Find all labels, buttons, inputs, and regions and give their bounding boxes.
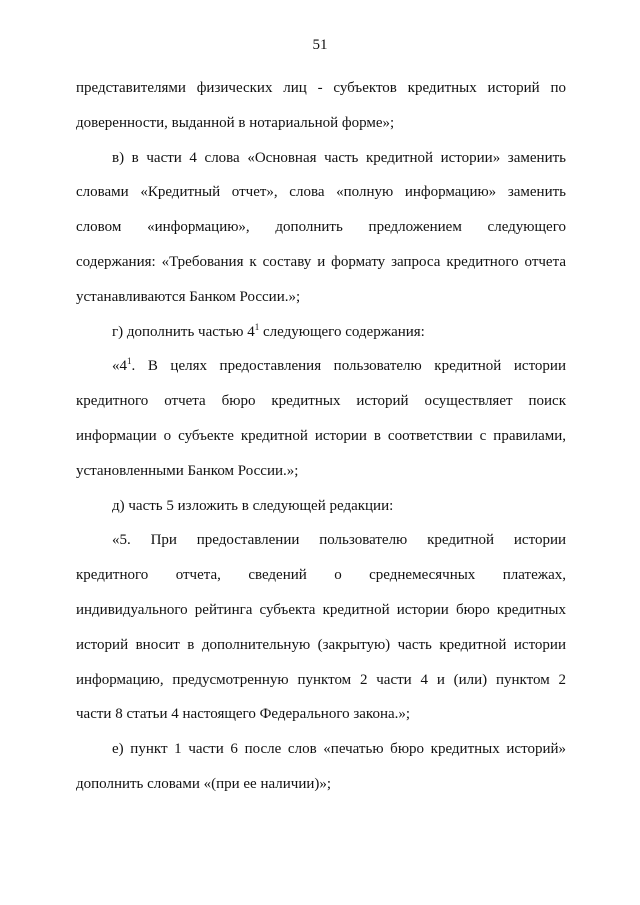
text-line: содержания: «Требования к составу и формату запроса кредитного отчета bbox=[76, 253, 566, 270]
line-text-after: следующего содержания: bbox=[259, 323, 425, 340]
text-line: представителями физических лиц - субъектов кредитных историй по bbox=[76, 80, 566, 96]
line-text-before: г) дополнить частью 4 bbox=[112, 323, 255, 340]
text-line: словом «информацию», дополнить предложением следующего bbox=[76, 219, 566, 236]
text-line: информацию, предусмотренную пунктом 2 части 4 и (или) пунктом 2 bbox=[76, 671, 566, 688]
text-line bbox=[76, 315, 566, 350]
page-number: 51 bbox=[312, 37, 328, 53]
superscript: 1 bbox=[254, 321, 260, 332]
text-line: установленными Банком России.»; bbox=[76, 462, 299, 479]
text-line: дополнить словами «(при ее наличии)»; bbox=[76, 775, 332, 792]
text-line: в) в части 4 слова «Основная часть кредитной истории» заменить bbox=[112, 149, 566, 166]
text-line: д) часть 5 изложить в следующей редакции: bbox=[112, 497, 394, 514]
text-line: е) пункт 1 части 6 после слов «печатью бюро кредитных историй» bbox=[112, 741, 566, 758]
text-line bbox=[76, 349, 566, 384]
document-body bbox=[76, 71, 566, 802]
text-line: словами «Кредитный отчет», слова «полную информацию» заменить bbox=[76, 184, 566, 201]
superscript: 1 bbox=[127, 356, 132, 367]
text-line: кредитного отчета бюро кредитных историй осуществляет поиск bbox=[76, 393, 566, 410]
text-line: устанавливаются Банком России.»; bbox=[76, 288, 301, 305]
text-line: «5. При предоставлении пользователю кредитной истории bbox=[112, 532, 566, 549]
text-line: историй вносит в дополнительную (закрытую) часть кредитной истории bbox=[76, 636, 566, 653]
text-line: кредитного отчета, сведений о среднемесячных платежах, bbox=[76, 567, 566, 584]
line-text-before: «4 bbox=[112, 358, 127, 375]
line-text-after: . В целях предоставления пользователю кредитной истории bbox=[131, 358, 566, 375]
text-line: информации о субъекте кредитной истории в соответствии с правилами, bbox=[76, 427, 566, 444]
text-line: доверенности, выданной в нотариальной форме»; bbox=[76, 114, 395, 131]
text-line: части 8 статьи 4 настоящего Федерального закона.»; bbox=[76, 706, 411, 723]
text-line: индивидуального рейтинга субъекта кредитной истории бюро кредитных bbox=[76, 601, 566, 618]
